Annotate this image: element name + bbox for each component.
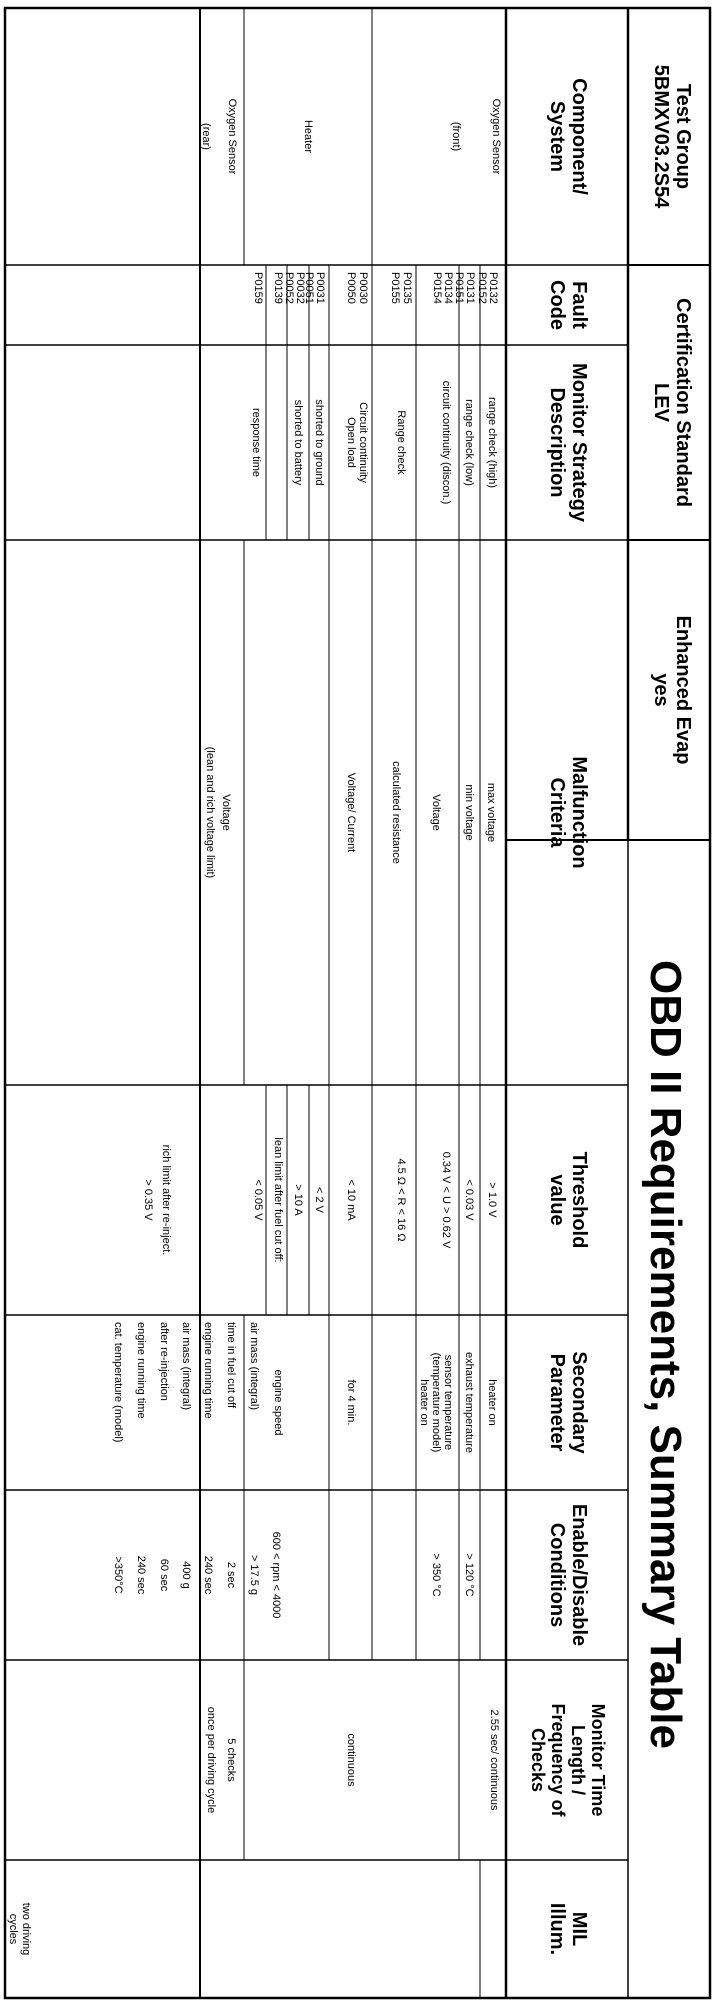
malfunction-voltage: Voltage bbox=[430, 794, 442, 831]
secondary-engine-running-2: engine running time bbox=[135, 1322, 147, 1419]
col-header-enable bbox=[546, 1490, 590, 1660]
secondary-cat-temp: cat. temperature (model) bbox=[112, 1322, 124, 1443]
fault-code: P0050 bbox=[345, 272, 357, 304]
malfunction-calc-resistance: calculated resistance bbox=[390, 761, 402, 864]
col-header-text: Parameter bbox=[546, 1353, 568, 1452]
threshold-lean-value: < 0.05 V bbox=[252, 1179, 264, 1221]
col-header-text: Description bbox=[546, 387, 568, 498]
malfunction-voltage-current: Voltage/ Current bbox=[345, 772, 357, 853]
test-group-label: Test Group bbox=[672, 83, 694, 190]
col-header-text: Frequency of bbox=[548, 1703, 568, 1817]
enable-condition: > 120 °C bbox=[463, 1553, 475, 1597]
component-oxygen-sensor-front: Oxygen Sensor bbox=[490, 98, 502, 175]
col-header-text: Monitor Time bbox=[588, 1703, 608, 1817]
secondary-after-reinjection: after re-injection bbox=[158, 1322, 170, 1401]
col-header-secondary bbox=[546, 1315, 590, 1490]
fault-code: P0134 bbox=[442, 272, 454, 304]
threshold-rich-limit: rich limit after re-inject. bbox=[160, 1144, 172, 1256]
fault-code: P0135 bbox=[401, 272, 413, 304]
threshold-value: < 2 V bbox=[313, 1187, 325, 1213]
col-header-text: Code bbox=[546, 280, 568, 330]
enable-condition: 60 sec bbox=[158, 1558, 170, 1592]
col-header-text: Secondary bbox=[568, 1351, 590, 1454]
col-header-text: Checks bbox=[528, 1727, 548, 1793]
strategy-open-load: Open load bbox=[345, 417, 357, 468]
secondary-engine-speed: engine speed bbox=[272, 1369, 284, 1436]
strategy-range-high: range check (high) bbox=[486, 396, 498, 489]
col-header-text: Component/ bbox=[568, 78, 590, 195]
enable-condition: > 350 °C bbox=[430, 1553, 442, 1597]
malfunction-rear-voltage-limit: (lean and rich voltage limit) bbox=[204, 746, 216, 879]
threshold-value: < 0.03 V bbox=[463, 1179, 475, 1221]
col-header-text: value bbox=[546, 1174, 568, 1226]
fault-code: P0031 bbox=[314, 272, 326, 304]
strategy-shorted-battery: shorted to battery bbox=[292, 399, 304, 486]
mil-value-cont: cycles bbox=[7, 1913, 19, 1945]
threshold-value: > 10 A bbox=[292, 1184, 304, 1216]
certification-standard bbox=[650, 265, 694, 540]
col-header-component bbox=[546, 8, 590, 265]
fault-code: P0030 bbox=[357, 272, 369, 304]
fault-code: P0052 bbox=[283, 272, 295, 304]
secondary-heater-on-2: heater on bbox=[418, 1379, 430, 1426]
strategy-shorted-ground: shorted to ground bbox=[313, 399, 325, 486]
enable-condition: > 17.5 g bbox=[248, 1554, 260, 1596]
test-group bbox=[650, 8, 694, 265]
threshold-rich-value: > 0.35 V bbox=[142, 1179, 154, 1221]
component-heater: Heater bbox=[302, 119, 314, 154]
col-header-monitor-time bbox=[528, 1660, 608, 1860]
enhanced-evap bbox=[650, 540, 694, 840]
fault-code: P0131 bbox=[464, 272, 476, 304]
secondary-exhaust-temp: exhaust temperature bbox=[463, 1352, 475, 1453]
strategy-circuit-discon: circuit continuity (discon.) bbox=[440, 380, 452, 505]
secondary-engine-running: engine running time bbox=[202, 1322, 214, 1419]
secondary-time-fuel-cut: time in fuel cut off bbox=[225, 1322, 237, 1409]
monitor-time-value: 2.55 sec/ continuous bbox=[488, 1709, 500, 1811]
enable-condition: 600 < rpm < 4000 bbox=[270, 1531, 282, 1619]
col-header-strategy bbox=[546, 345, 590, 540]
cert-value: LEV bbox=[650, 383, 672, 422]
secondary-heater-on: heater on bbox=[486, 1379, 498, 1426]
fault-code: P0152 bbox=[476, 272, 488, 304]
malfunction-max-voltage: max voltage bbox=[485, 782, 497, 843]
component-rear-label: (rear) bbox=[200, 123, 212, 150]
col-header-text: MIL bbox=[568, 1911, 590, 1947]
col-header-text: Monitor Strategy bbox=[568, 363, 590, 522]
col-header-text: Length / bbox=[568, 1725, 588, 1795]
strategy-range-low: range check (low) bbox=[463, 399, 475, 486]
fault-code: P0139 bbox=[272, 272, 284, 304]
evap-label: Enhanced Evap bbox=[672, 615, 694, 765]
col-header-text: System bbox=[546, 100, 568, 173]
col-header-mil bbox=[546, 1860, 590, 1998]
secondary-sensor-temp: sensor temperature bbox=[442, 1354, 454, 1451]
threshold-value: 4.5 Ω < R < 16 Ω bbox=[395, 1158, 407, 1242]
fault-code: P0151 bbox=[453, 272, 465, 304]
col-header-text: Malfunction bbox=[568, 756, 590, 869]
secondary-air-mass: air mass (integral) bbox=[248, 1322, 260, 1411]
strategy-range-check: Range check bbox=[395, 410, 407, 475]
fault-code: P0154 bbox=[431, 272, 443, 304]
col-header-text: Illum. bbox=[546, 1902, 568, 1956]
component-front-label: (front) bbox=[450, 121, 462, 152]
strategy-circuit-continuity: Circuit continuity bbox=[357, 402, 369, 483]
fault-code: P0159 bbox=[252, 272, 264, 304]
secondary-for-4-min: for 4 min. bbox=[345, 1379, 357, 1426]
malfunction-min-voltage: min voltage bbox=[463, 784, 475, 841]
threshold-lean-limit: lean limit after fuel cut off: bbox=[272, 1137, 284, 1263]
col-header-fault-code bbox=[546, 265, 590, 345]
malfunction-rear-voltage: Voltage bbox=[220, 794, 232, 831]
monitor-time-value: 5 checks bbox=[225, 1738, 237, 1782]
cert-label: Certification Standard bbox=[672, 298, 694, 507]
secondary-air-mass-2: air mass (integral) bbox=[180, 1322, 192, 1411]
fault-code: P0132 bbox=[487, 272, 499, 304]
threshold-value: 0.34 V < U > 0.62 V bbox=[440, 1151, 452, 1249]
secondary-sensor-temp-model: (temperature model) bbox=[430, 1352, 442, 1453]
col-header-malfunction bbox=[546, 540, 590, 1085]
evap-value: yes bbox=[650, 673, 672, 707]
mil-value: two driving bbox=[20, 1902, 32, 1956]
monitor-time-value: continuous bbox=[345, 1733, 357, 1787]
col-header-text: Fault bbox=[568, 281, 590, 329]
fault-code: P0155 bbox=[389, 272, 401, 304]
fault-code: P0032 bbox=[294, 272, 306, 304]
col-header-text: Enable/Disable bbox=[568, 1503, 590, 1647]
col-header-text: Threshold bbox=[568, 1151, 590, 1249]
col-header-text: Criteria bbox=[546, 777, 568, 848]
enable-condition: 240 sec bbox=[202, 1555, 214, 1595]
threshold-value: > 1.0 V bbox=[486, 1182, 498, 1218]
test-group-value: 5BMXV03.2S54 bbox=[650, 64, 672, 209]
enable-condition: 400 g bbox=[180, 1561, 192, 1589]
col-header-threshold bbox=[546, 1085, 590, 1315]
fault-code: P0051 bbox=[303, 272, 315, 304]
monitor-time-value: once per driving cycle bbox=[205, 1706, 217, 1814]
enable-condition: 240 sec bbox=[135, 1555, 147, 1595]
component-oxygen-sensor-rear: Oxygen Sensor bbox=[226, 98, 238, 175]
col-header-text: Conditions bbox=[546, 1522, 568, 1628]
page-title: OBD II Requirements, Summary Table bbox=[641, 960, 690, 1749]
threshold-value: < 10 mA bbox=[345, 1179, 357, 1221]
strategy-response-time: response time bbox=[250, 407, 262, 478]
enable-condition: >350°C bbox=[112, 1556, 124, 1594]
enable-condition: 2 sec bbox=[225, 1561, 237, 1589]
